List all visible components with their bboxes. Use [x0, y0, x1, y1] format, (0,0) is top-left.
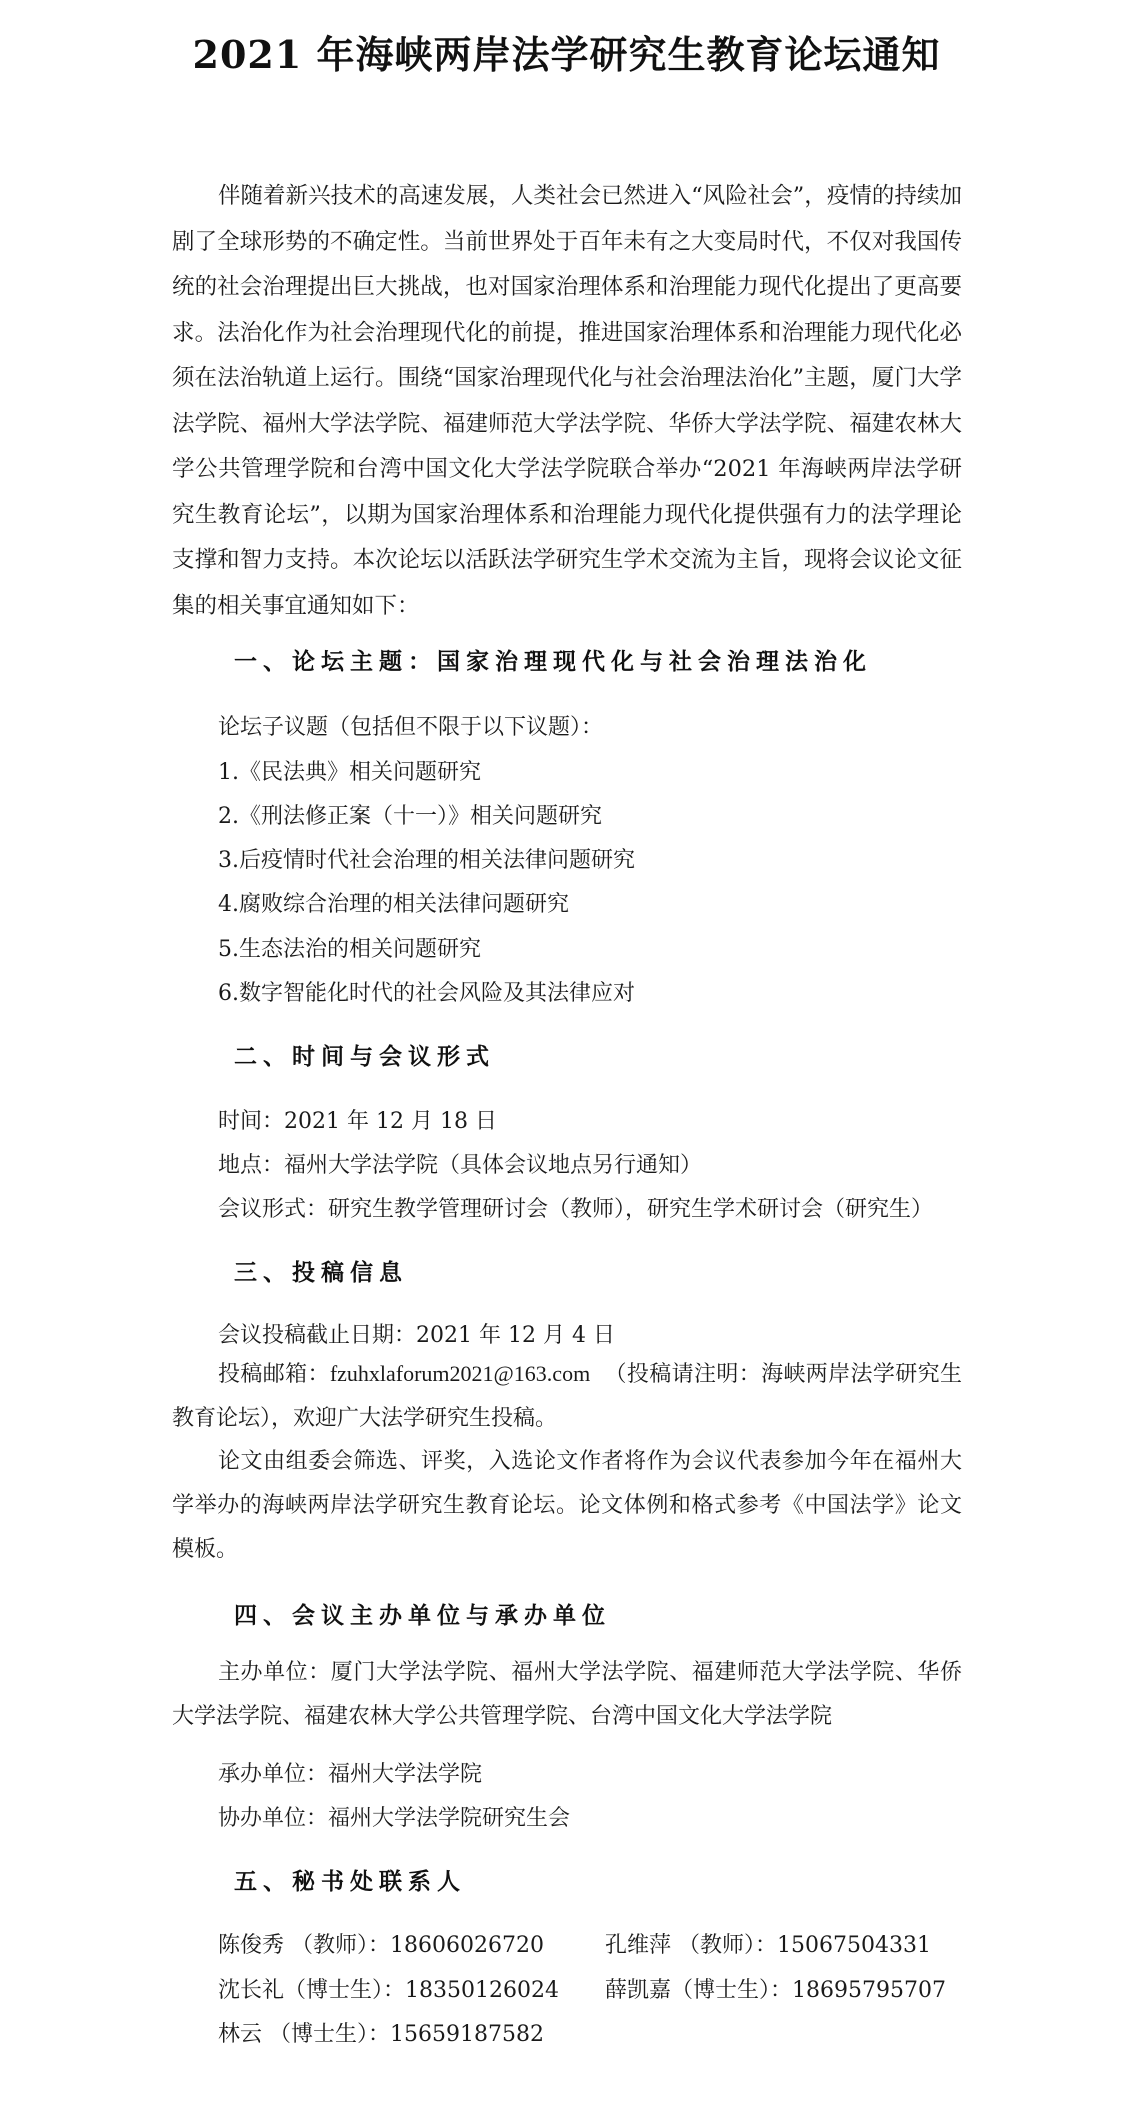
contact-entry: 沈长礼（博士生）：18350126024: [218, 1978, 559, 2003]
section-4-heading: 四、会议主办单位与承办单位: [234, 1602, 611, 1629]
organizer-unit: 承办单位：福州大学法学院: [218, 1762, 483, 1787]
host-units: 主办单位：厦门大学法学院、福州大学法学院、福建师范大学法学院、华侨大学法学院、福建农林大学公共管理学院、台湾中国文化大学法学院: [172, 1660, 962, 1729]
section-3-heading: 三、投稿信息: [234, 1259, 408, 1286]
review-paragraph: 论文由组委会筛选、评奖，入选论文作者将作为会议代表参加今年在福州大学举办的海峡两岸法学研究生教育论坛。论文体例和格式参考《中国法学》论文模板。: [172, 1449, 962, 1562]
submission-email-paragraph: [172, 1352, 962, 1441]
page-title: 2021 年海峡两岸法学研究生教育论坛通知: [192, 32, 941, 77]
submission-email[interactable]: fzuhxlaforum2021@163.com: [329, 1361, 591, 1386]
co-organizer-unit: 协办单位：福州大学法学院研究生会: [218, 1806, 571, 1831]
section-5-heading: 五、秘书处联系人: [234, 1868, 466, 1895]
meeting-format: 会议形式：研究生教学管理研讨会（教师），研究生学术研讨会（研究生）: [218, 1197, 934, 1222]
contact-entry: 林云 （博士生）：15659187582: [218, 2022, 544, 2047]
section-1-heading: 一、论坛主题：国家治理现代化与社会治理法治化: [234, 648, 872, 675]
subtopics-intro: 论坛子议题（包括但不限于以下议题）：: [218, 715, 604, 740]
email-note: （投稿请注明：海峡两岸法学研究生教育论坛），欢迎广大法学研究生投稿。: [172, 1362, 962, 1431]
section-2-heading: 二、时间与会议形式: [234, 1043, 495, 1070]
submission-deadline: 会议投稿截止日期：2021 年 12 月 4 日: [218, 1323, 615, 1348]
contact-entry: 孔维萍 （教师）：15067504331: [605, 1933, 931, 1958]
contact-entry: 陈俊秀 （教师）：18606026720: [218, 1933, 544, 1958]
subtopic-item: 6.数字智能化时代的社会风险及其法律应对: [218, 981, 635, 1006]
intro-paragraph: 伴随着新兴技术的高速发展，人类社会已然进入“风险社会”，疫情的持续加剧了全球形势的不确定性。当前世界处于百年未有之大变局时代，不仅对我国传统的社会治理提出巨大挑战，也对国家治理体系和治理能力现代化提出了更高要求。法治化作为社会治理现代化的前提，推进国家治理体系和治理能力现代化必须在法治轨道上运行。围绕“国家治理现代化与社会治理法治化”主题，厦门大学法学院、福州大学法学院、福建师范大学法学院、华侨大学法学院、福建农林大学公共管理学院和台湾中国文化大学法学院联合举办“2021 年海峡两岸法学研究生教育论坛”，以期为国家治理体系和治理能力现代化提供强有力的法学理论支撑和智力支持。本次论坛以活跃法学研究生学术交流为主旨，现将会议论文征集的相关事宜通知如下：: [172, 183, 962, 619]
contact-entry: 薛凯嘉（博士生）：18695795707: [605, 1978, 946, 2003]
meeting-place: 地点：福州大学法学院（具体会议地点另行通知）: [218, 1153, 703, 1178]
subtopic-item: 3.后疫情时代社会治理的相关法律问题研究: [218, 848, 635, 873]
meeting-time: 时间：2021 年 12 月 18 日: [218, 1109, 497, 1134]
subtopic-item: 2.《刑法修正案（十一）》相关问题研究: [218, 804, 602, 829]
email-label: 投稿邮箱：: [218, 1362, 330, 1387]
subtopic-item: 4.腐败综合治理的相关法律问题研究: [218, 892, 569, 917]
subtopic-item: 1.《民法典》相关问题研究: [218, 760, 481, 785]
subtopic-item: 5.生态法治的相关问题研究: [218, 937, 481, 962]
